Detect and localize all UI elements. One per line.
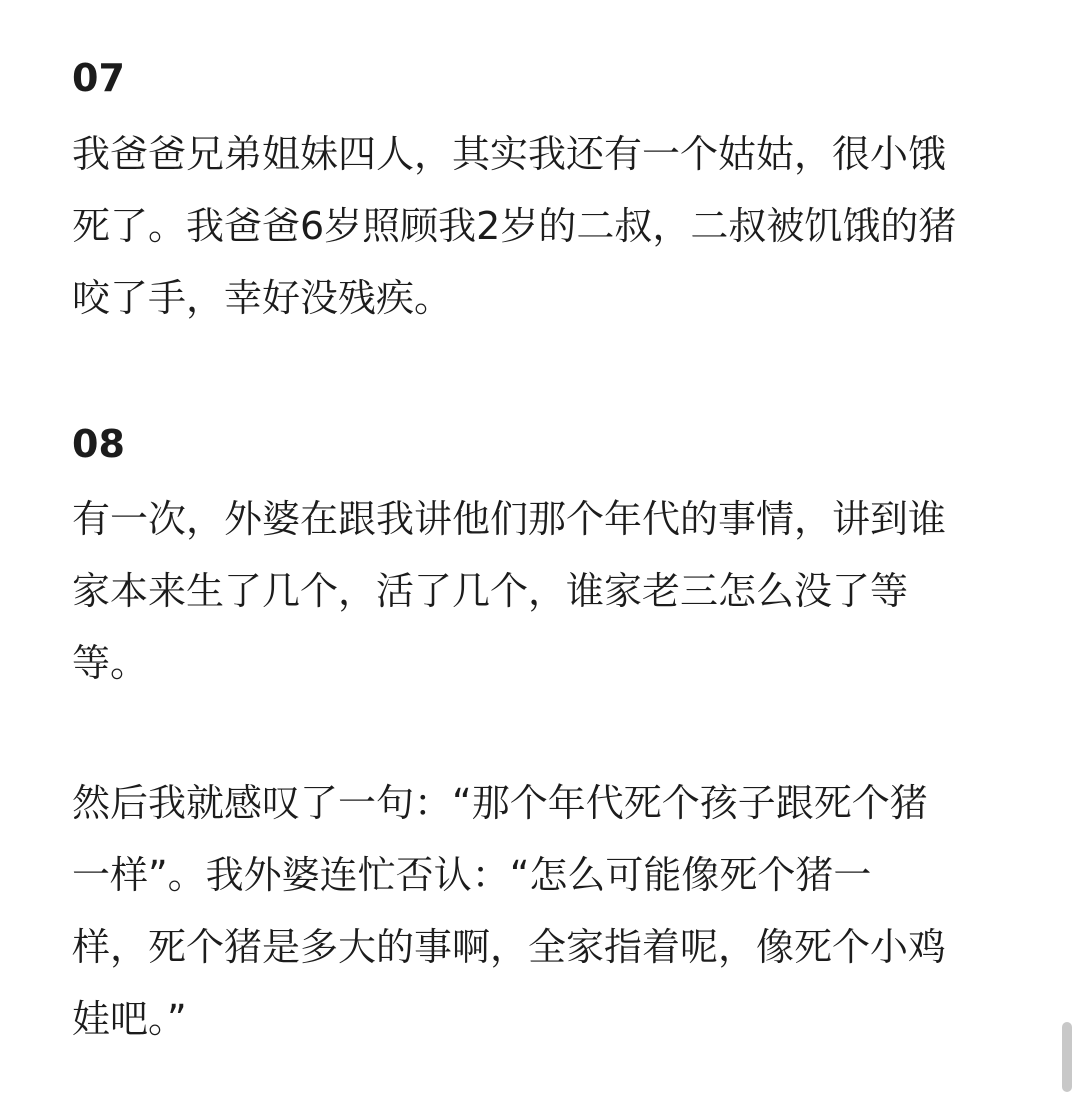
paragraph-08-2 xyxy=(72,767,1012,1055)
scrollbar-thumb[interactable] xyxy=(1062,1022,1072,1092)
text-line: 家本来生了几个，活了几个，谁家老三怎么没了等 xyxy=(72,569,909,613)
section-number-07: 07 xyxy=(72,56,125,100)
text-line: 然后我就感叹了一句：“那个年代死个孩子跟死个猪 xyxy=(72,781,928,825)
text-line: 有一次，外婆在跟我讲他们那个年代的事情，讲到谁 xyxy=(72,497,947,541)
text-line: 娃吧。” xyxy=(72,997,187,1041)
text-line: 样，死个猪是多大的事啊，全家指着呢，像死个小鸡 xyxy=(72,925,947,969)
text-line: 我爸爸兄弟姐妹四人，其实我还有一个姑姑，很小饿 xyxy=(72,132,947,176)
text-line: 死了。我爸爸6岁照顾我2岁的二叔，二叔被饥饿的猪 xyxy=(72,204,957,248)
section-number-08: 08 xyxy=(72,422,125,466)
paragraph-08-1 xyxy=(72,483,1012,699)
text-line: 等。 xyxy=(72,641,149,685)
paragraph-07 xyxy=(72,118,1012,334)
text-line: 一样”。我外婆连忙否认：“怎么可能像死个猪一 xyxy=(72,853,872,897)
text-line: 咬了手，幸好没残疾。 xyxy=(72,276,453,320)
